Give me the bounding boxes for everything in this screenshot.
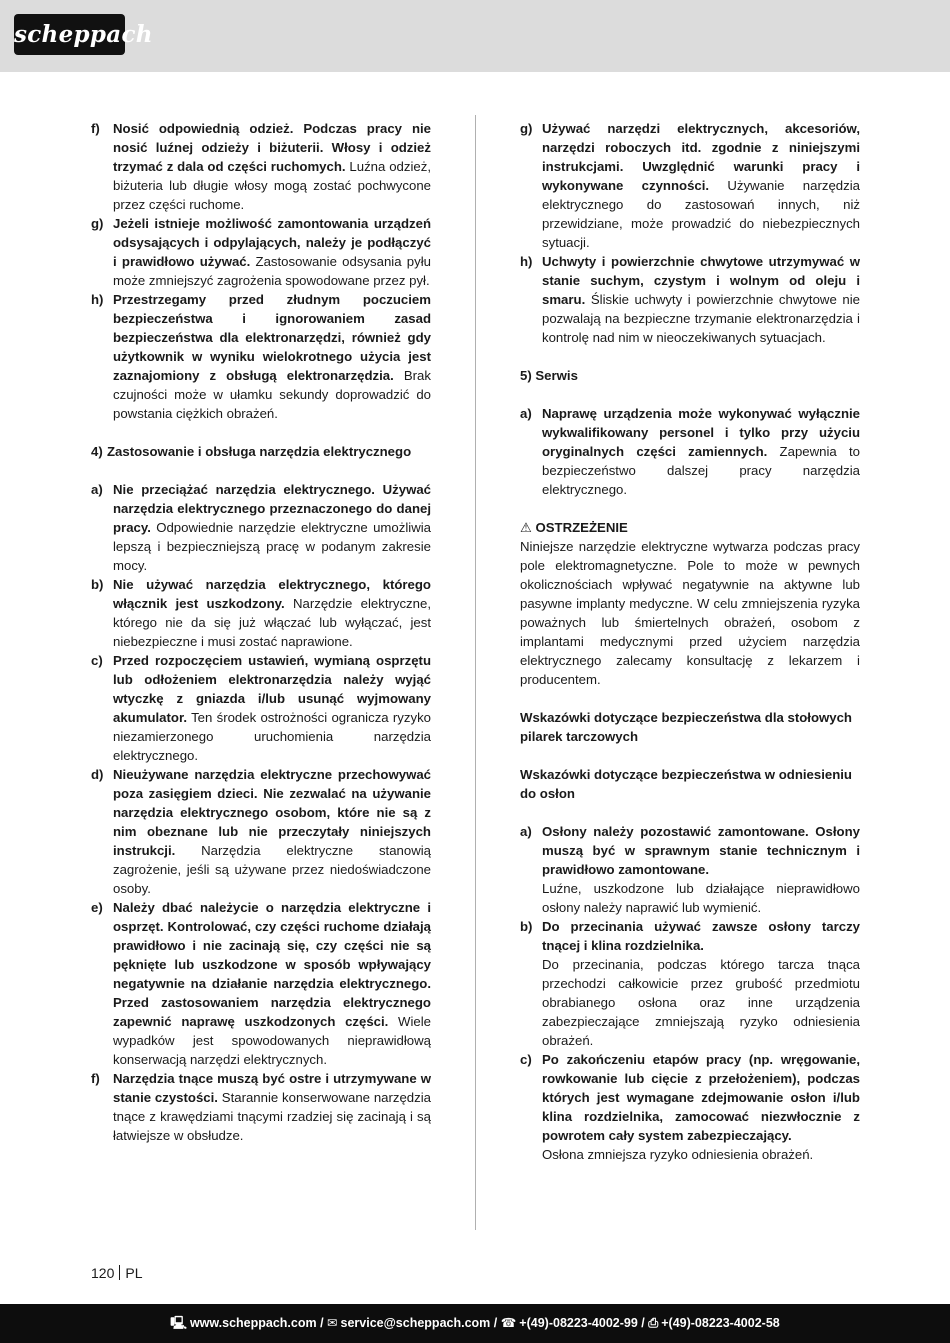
email-icon: ✉ xyxy=(327,1316,338,1330)
item-text: Brak czujności może w ułamku sekundy doprowadzić do powstania ciężkich obrażeń. xyxy=(113,368,431,421)
item-letter: c) xyxy=(520,1052,532,1067)
item-text: Starannie konserwowane narzędzia tnące z krawędziami tnącymi rzadziej się zacinają i są łatwiejsze w obsłudze. xyxy=(113,1090,431,1143)
column-divider xyxy=(475,115,476,1230)
item-text: Ten środek ostrożności ogranicza ryzyko niezamierzonego uruchomienia narzędzia elektrycznego. xyxy=(113,710,431,763)
item-letter: b) xyxy=(91,577,104,592)
section-heading xyxy=(91,442,431,461)
item-bold-text: Osłony należy pozostawić zamontowane. Osłony muszą być w sprawnym stanie technicznym i prawidłowo zamontowane. xyxy=(542,824,860,877)
list-item xyxy=(91,119,431,214)
list-item xyxy=(91,290,431,423)
left-column xyxy=(91,119,431,1145)
footer-email: service@scheppach.com / xyxy=(340,1316,498,1330)
item-letter: d) xyxy=(91,767,104,782)
item-bold-text: Jeżeli istnieje możliwość zamontowania urządzeń odsysających i odpylających, należy je podłączyć i prawidłowo używać. xyxy=(113,216,431,269)
list-item xyxy=(91,651,431,765)
item-bold-text: Używać narzędzi elektrycznych, akcesoriów, narzędzi roboczych itd. zgodnie z niniejszymi instrukcjami. Uwzględnić warunki pracy i wykonywane czynności. xyxy=(542,121,860,193)
page-language: PL xyxy=(125,1265,143,1281)
footer-website: www.scheppach.com / xyxy=(189,1316,324,1330)
item-bold-text: Do przecinania używać zawsze osłony tarczy tnącej i klina rozdzielnika. xyxy=(542,919,860,953)
item-text: Odpowiednie narzędzie elektryczne umożliwia lepszą i bezpieczniejszą pracę w podanym zakresie mocy. xyxy=(113,520,431,573)
phone-icon: ☎ xyxy=(500,1316,517,1330)
computer-icon: 🖳 xyxy=(170,1316,187,1330)
item-letter: e) xyxy=(91,900,103,915)
item-bold-text: Nieużywane narzędzia elektryczne przechowywać poza zasięgiem dzieci. Nie zezwalać na używanie narzędzia elektrycznego osobom, które nie są z nim obeznane lub nie przeczytały niniejszych instrukcji. xyxy=(113,767,431,858)
item-bold-text: Przestrzegamy przed złudnym poczuciem bezpieczeństwa i ignorowaniem zasad bezpieczeństwa dla elektronarzędzi, również gdy użytkownik w wyniku wielokrotnego użycia jest zaznajomiony z obsługą elektronarzędzia. xyxy=(113,292,431,383)
item-text: Zastosowanie odsysania pyłu może zmniejszyć zagrożenia spowodowane przez pył. xyxy=(113,254,431,288)
item-text: Narzędzia elektryczne stanowią zagrożenie, jeśli są używane przez niedoświadczone osoby. xyxy=(113,843,431,896)
item-letter: g) xyxy=(520,121,533,136)
item-letter: g) xyxy=(91,216,104,231)
page-number-separator xyxy=(119,1265,120,1280)
spacer xyxy=(91,461,431,480)
subheading: Wskazówki dotyczące bezpieczeństwa dla stołowych pilarek tarczowych xyxy=(520,710,852,744)
item-bold-text: Nie używać narzędzia elektrycznego, którego włącznik jest uszkodzony. xyxy=(113,577,431,611)
item-bold-text: Nie przeciążać narzędzia elektrycznego. Używać narzędzia elektrycznego przeznaczonego do danej pracy. xyxy=(113,482,431,535)
page-number-value: 120 xyxy=(91,1265,115,1281)
item-text: Śliskie uchwyty i powierzchnie chwytowe nie pozwalają na bezpieczne trzymanie elektronarzędzia i kontrolę nad nim w nieoczekiwanych sytuacjach. xyxy=(542,292,860,345)
spacer xyxy=(520,689,860,708)
item-bold-text: Należy dbać należycie o narzędzia elektryczne i osprzęt. Kontrolować, czy części ruchome działają prawidłowo i nie zacinają się, czy części nie są pęknięte lub uszkodzone w sposób wpływający negatywnie na działanie narzędzia elektrycznego. Przed zastosowaniem narzędzia elektrycznego zapewnić naprawę uszkodzonych części. xyxy=(113,900,431,1029)
list-item xyxy=(520,1050,860,1164)
subheading: Wskazówki dotyczące bezpieczeństwa w odniesieniu do osłon xyxy=(520,767,852,801)
page-header xyxy=(0,0,950,72)
spacer xyxy=(91,423,431,442)
list-item xyxy=(520,404,860,499)
item-letter: f) xyxy=(91,121,100,136)
item-subtext: Luźne, uszkodzone lub działające nieprawidłowo osłony należy naprawić lub wymienić. xyxy=(542,881,860,915)
item-letter: a) xyxy=(91,482,103,497)
spacer xyxy=(520,347,860,366)
subheading: 5) Serwis xyxy=(520,368,578,383)
list-item xyxy=(91,1069,431,1145)
section-title: Zastosowanie i obsługa narzędzia elektrycznego xyxy=(107,444,412,459)
footer-fax: +(49)-08223-4002-58 xyxy=(661,1316,780,1330)
list-item xyxy=(520,252,860,347)
list-item xyxy=(520,917,860,1050)
item-bold-text: Narzędzia tnące muszą być ostre i utrzymywane w stanie czystości. xyxy=(113,1071,431,1105)
item-text: Narzędzie elektryczne, którego nie da się już włączać lub wyłączać, jest niebezpieczne i musi zostać naprawione. xyxy=(113,596,431,649)
item-text: Zapewnia to bezpieczeństwo dalszej pracy narzędzia elektrycznego. xyxy=(542,444,860,497)
item-letter: a) xyxy=(520,824,532,839)
list-item xyxy=(91,765,431,898)
list-item xyxy=(520,822,860,917)
item-bold-text: Po zakończeniu etapów pracy (np. wręgowanie, rowkowanie lub cięcie z przełożeniem), podczas których jest wymagane zdejmowanie osłon i/lub klina rozdzielnika, zamocować niezwłocznie z powrotem cały system zabezpieczający. xyxy=(542,1052,860,1143)
item-bold-text: Naprawę urządzenia może wykonywać wyłącznie wykwalifikowany personel i tylko przy użyciu oryginalnych części zamiennych. xyxy=(542,406,860,459)
item-letter: b) xyxy=(520,919,533,934)
spacer xyxy=(520,385,860,404)
item-letter: h) xyxy=(91,292,104,307)
scheppach-logo: scheppach xyxy=(14,14,125,55)
fax-icon: ⎙ xyxy=(648,1316,659,1330)
list-item xyxy=(520,119,860,252)
page-footer xyxy=(0,1304,950,1343)
item-letter: f) xyxy=(91,1071,100,1086)
item-text: Luźna odzież, biżuteria lub długie włosy mogą zostać pochwycone przez części ruchome. xyxy=(113,159,431,212)
spacer xyxy=(520,746,860,765)
item-bold-text: Przed rozpoczęciem ustawień, wymianą osprzętu lub odłożeniem elektronarzędzia należy wyjąć wtyczkę z gniazda i/lub usunąć wyjmowany akumulator. xyxy=(113,653,431,725)
item-bold-text: Nosić odpowiednią odzież. Podczas pracy nie nosić luźnej odzieży i biżuterii. Włosy i odzież trzymać z dala od części ruchomych. xyxy=(113,121,431,174)
spacer xyxy=(520,803,860,822)
warning-title: ⚠ OSTRZEŻENIE xyxy=(520,520,628,535)
item-letter: c) xyxy=(91,653,103,668)
item-bold-text: Uchwyty i powierzchnie chwytowe utrzymywać w stanie suchym, czystym i wolnym od oleju i smaru. xyxy=(542,254,860,307)
item-text: Używanie narzędzia elektrycznego do zastosowań innych, niż przewidziane, może prowadzić do niebezpiecznych sytuacji. xyxy=(542,178,860,250)
item-text: Wiele wypadków jest spowodowanych nieprawidłową konserwacją narzędzi elektrycznych. xyxy=(113,1014,431,1067)
section-number: 4) xyxy=(91,444,103,459)
right-column xyxy=(520,119,860,1164)
item-letter: a) xyxy=(520,406,532,421)
list-item xyxy=(91,480,431,575)
list-item xyxy=(91,214,431,290)
item-subtext: Do przecinania, podczas którego tarcza tnąca przechodzi całkowicie przez grubość przedmiotu obrabianego osłona oraz inne urządzenia zabezpieczające zmniejszają ryzyko odniesienia obrażeń. xyxy=(542,957,860,1048)
list-item xyxy=(91,898,431,1069)
item-subtext: Osłona zmniejsza ryzyko odniesienia obrażeń. xyxy=(542,1147,814,1162)
item-letter: h) xyxy=(520,254,533,269)
page-number xyxy=(91,1265,142,1281)
list-item xyxy=(91,575,431,651)
footer-phone: +(49)-08223-4002-99 / xyxy=(519,1316,645,1330)
spacer xyxy=(520,499,860,518)
warning-text: Niniejsze narzędzie elektryczne wytwarza podczas pracy pole elektromagnetyczne. Pole to może w pewnych okolicznościach wpływać negatywnie na aktywne lub pasywne implanty medyczne. W celu zmniejszenia ryzyka poważnych lub śmiertelnych obrażeń, osobom z implantami medycznymi przed użyciem narzędzia elektrycznego zalecamy konsultację z lekarzem i producentem. xyxy=(520,539,860,687)
